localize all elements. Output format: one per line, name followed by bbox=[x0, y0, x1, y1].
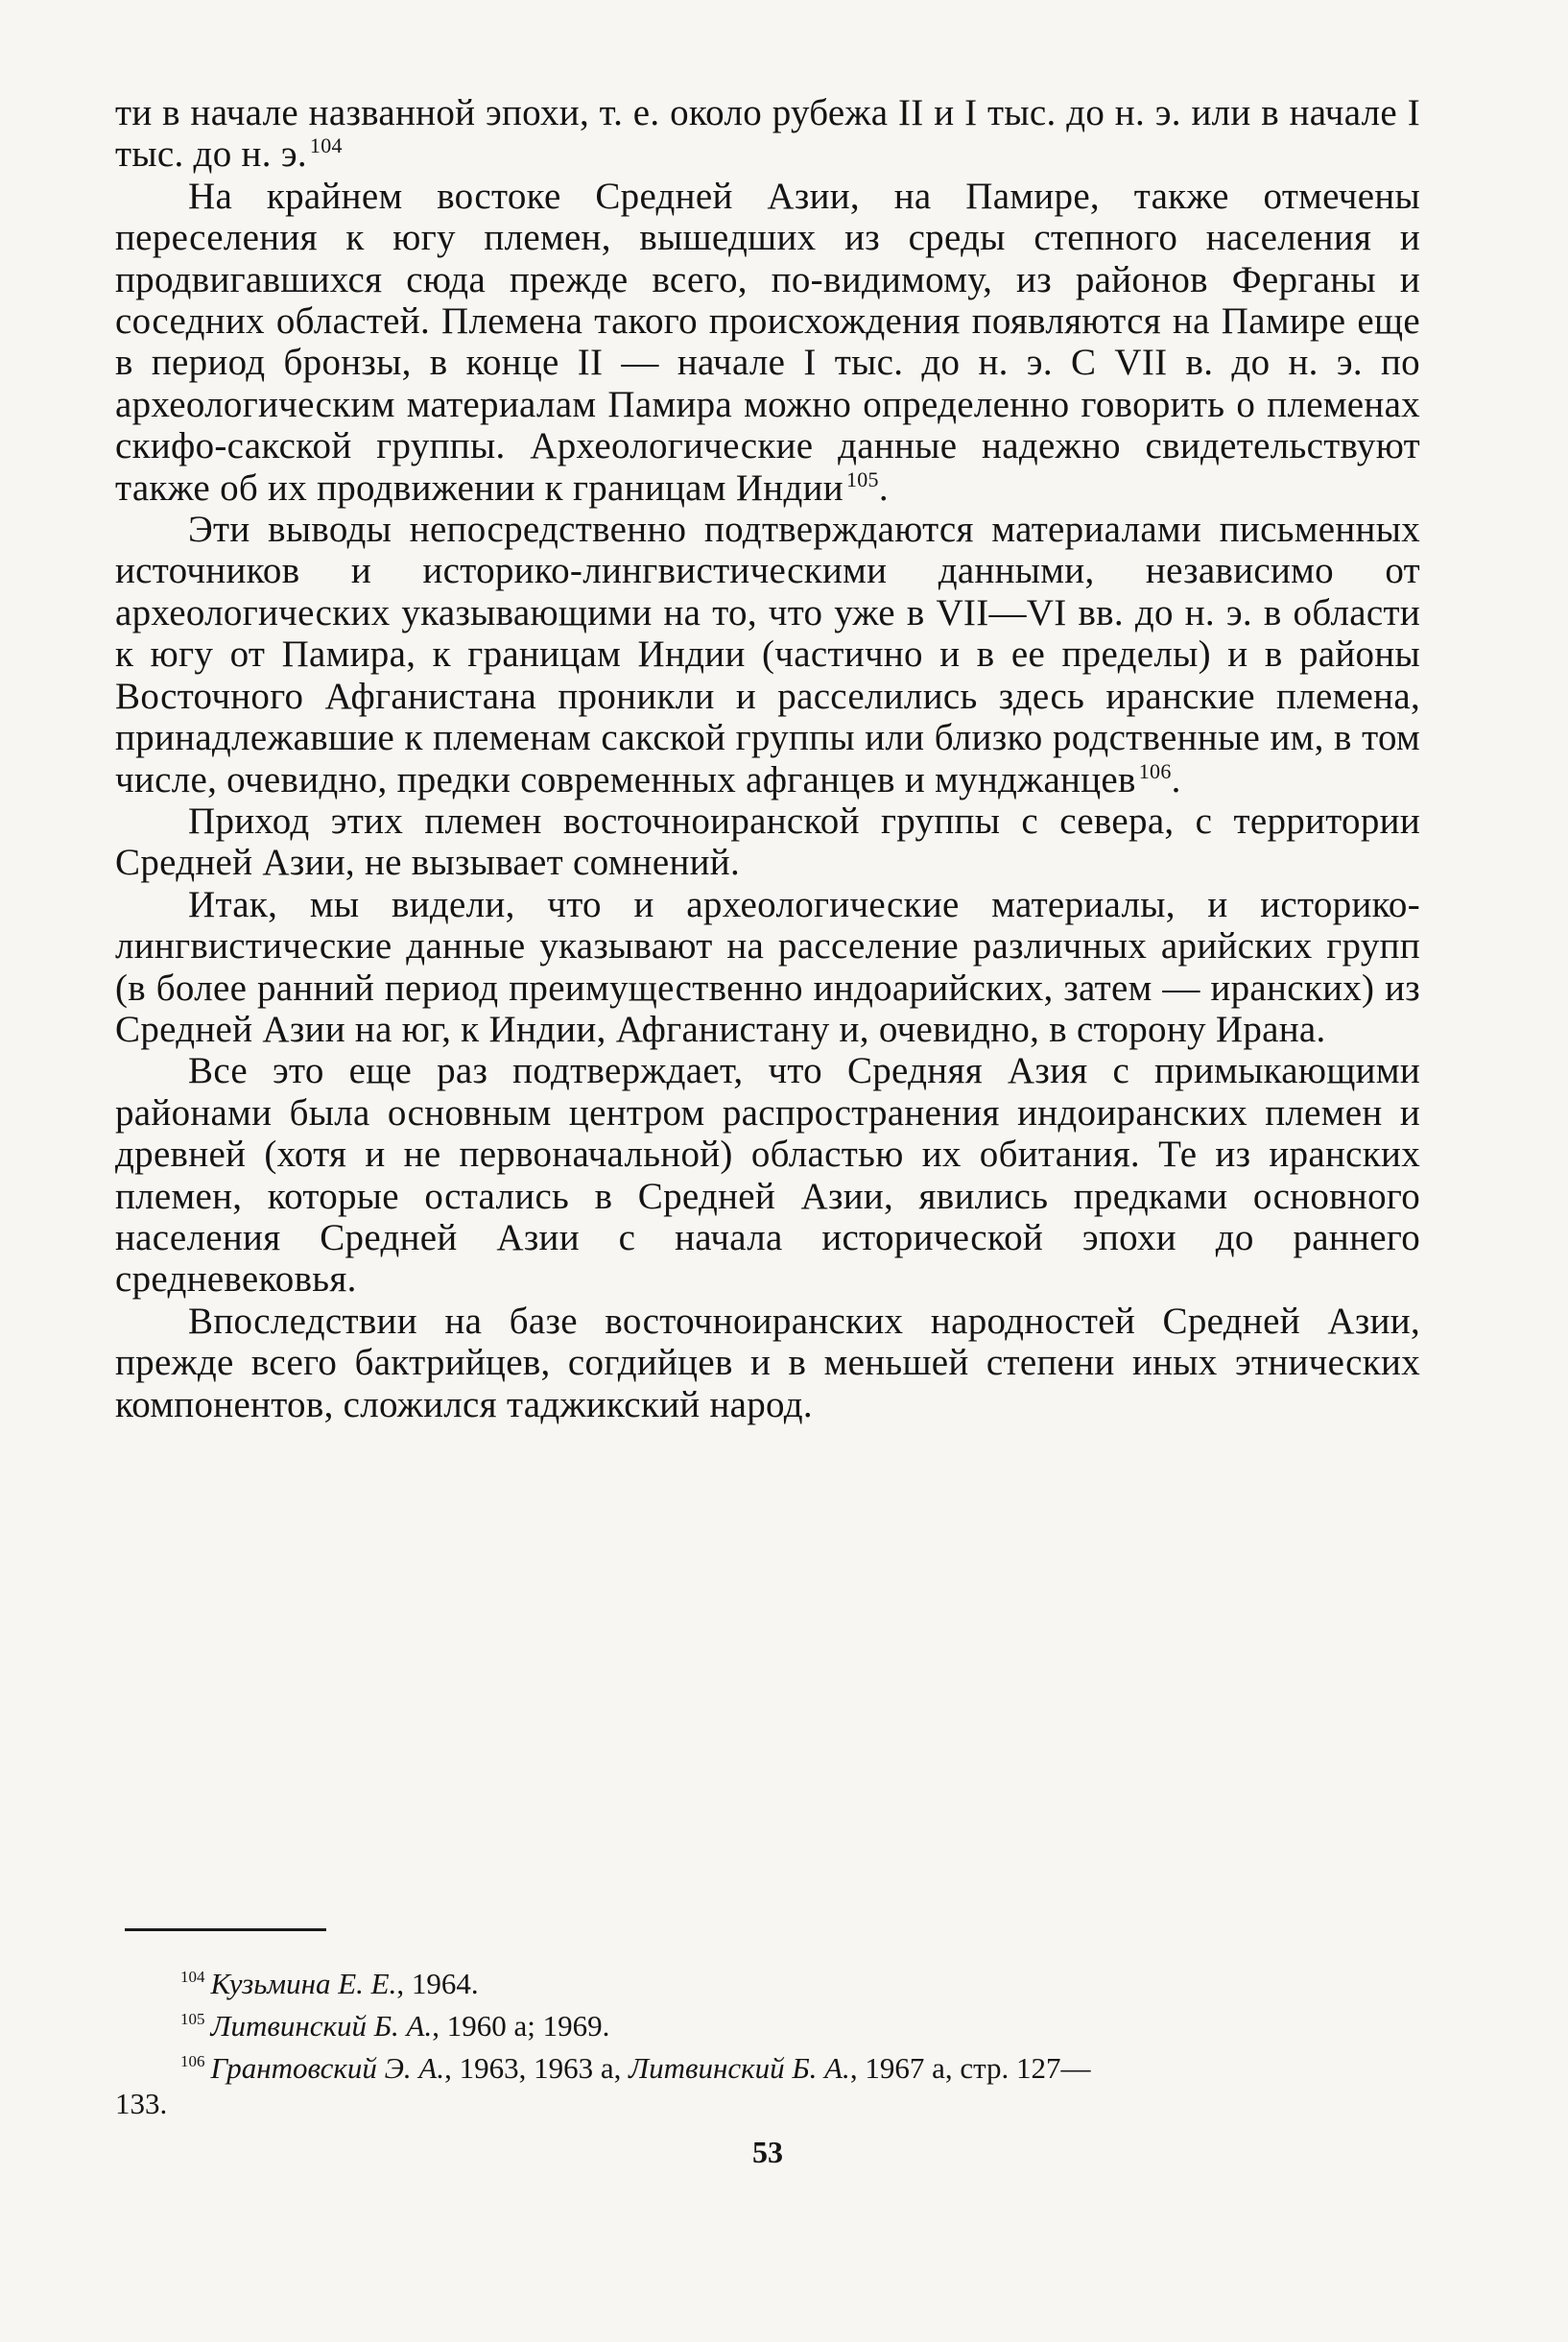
footnote-number: 106 bbox=[180, 2052, 205, 2070]
footnote-ref-105: 105 bbox=[845, 466, 879, 491]
paragraph-1: ти в начале названной эпохи, т. е. около рубежа II и I тыс. до н. э. или в начале I тыс. до н. э. $^{104}$ bbox=[115, 92, 1420, 176]
footnote-106: $^{106}$ Грантовский Э. А., 1963, 1963 а, Литвинский Б. А., 1967 а, стр. 127— bbox=[180, 2051, 1091, 2085]
footnote-number: 105 bbox=[180, 2010, 205, 2028]
paragraph-5: Итак, мы видели, что и археологические материалы, и историко-лингвистические данные указывают на расселение различных арийских групп (в более ранний период преимущественно индоарийских, затем — иранских) из Средней Азии на юг, к Индии, Афганистану и, очевидно, в сторону Ирана. bbox=[115, 883, 1420, 1050]
body-text bbox=[115, 92, 1420, 1425]
paragraph-4: Приход этих племен восточноиранской группы с севера, с территории Средней Азии, не вызывает сомнений. bbox=[115, 800, 1420, 884]
paragraph-7: Впоследствии на базе восточноиранских народностей Средней Азии, прежде всего бактрийцев, согдийцев и в меньшей степени иных этнических компонентов, сложился таджикский народ. bbox=[115, 1300, 1420, 1425]
footnote-author: Литвинский Б. А. bbox=[210, 2009, 433, 2043]
footnote-divider bbox=[125, 1928, 326, 1931]
paragraph-3: Эти выводы непосредственно подтверждаются материалами письменных источников и историко-лингвистическими данными, независимо от археологических указывающими на то, что уже в VII—VI вв. до н. э. в области к югу от Памира, к границам Индии (частично и в ее пределы) и в районы Восточного Афганистана проникли и расселились здесь иранские племена, принадлежавшие к племенам сакской группы или близко родственные им, в том числе, очевидно, предки современных афганцев и мунджанцев $^{106}$. bbox=[115, 509, 1420, 801]
paragraph-2: На крайнем востоке Средней Азии, на Памире, также отмечены переселения к югу племен, вышедших из среды степного населения и продвигавшихся сюда прежде всего, по-видимому, из районов Ферганы и соседних областей. Племена такого происхождения появляются на Памире еще в период бронзы, в конце II — начале I тыс. до н. э. С VII в. до н. э. по археологическим материалам Памира можно определенно говорить о племенах скифо-сакской группы. Археологические данные надежно свидетельствуют также об их продвижении к границам Индии $^{105}$. bbox=[115, 175, 1420, 509]
footnote-106-continuation: 133. bbox=[115, 2087, 168, 2120]
paragraph-6: Все это еще раз подтверждает, что Средняя Азия с примыкающими районами была основным центром распространения индоиранских племен и древней (хотя и не первоначальной) областью их обитания. Те из иранских племен, которые остались в Средней Азии, явились предками основного населения Средней Азии с начала исторической эпохи до раннего средневековья. bbox=[115, 1050, 1420, 1301]
footnote-author: Кузьмина Е. Е. bbox=[210, 1967, 397, 2000]
footnote-author: Грантовский Э. А. bbox=[210, 2051, 445, 2085]
footnote-104: $^{104}$ Кузьмина Е. Е., 1964. bbox=[180, 1967, 479, 2000]
footnote-ref-106: 106 bbox=[1138, 758, 1172, 783]
footnote-ref-104: 104 bbox=[309, 133, 343, 158]
page-number: 53 bbox=[752, 2135, 783, 2169]
footnote-author-2: Литвинский Б. А. bbox=[629, 2051, 850, 2085]
footnote-105: $^{105}$ Литвинский Б. А., 1960 а; 1969. bbox=[180, 2009, 610, 2043]
footnotes bbox=[115, 1959, 1420, 2121]
footnote-number: 104 bbox=[180, 1968, 205, 1986]
book-page bbox=[115, 92, 1420, 2252]
